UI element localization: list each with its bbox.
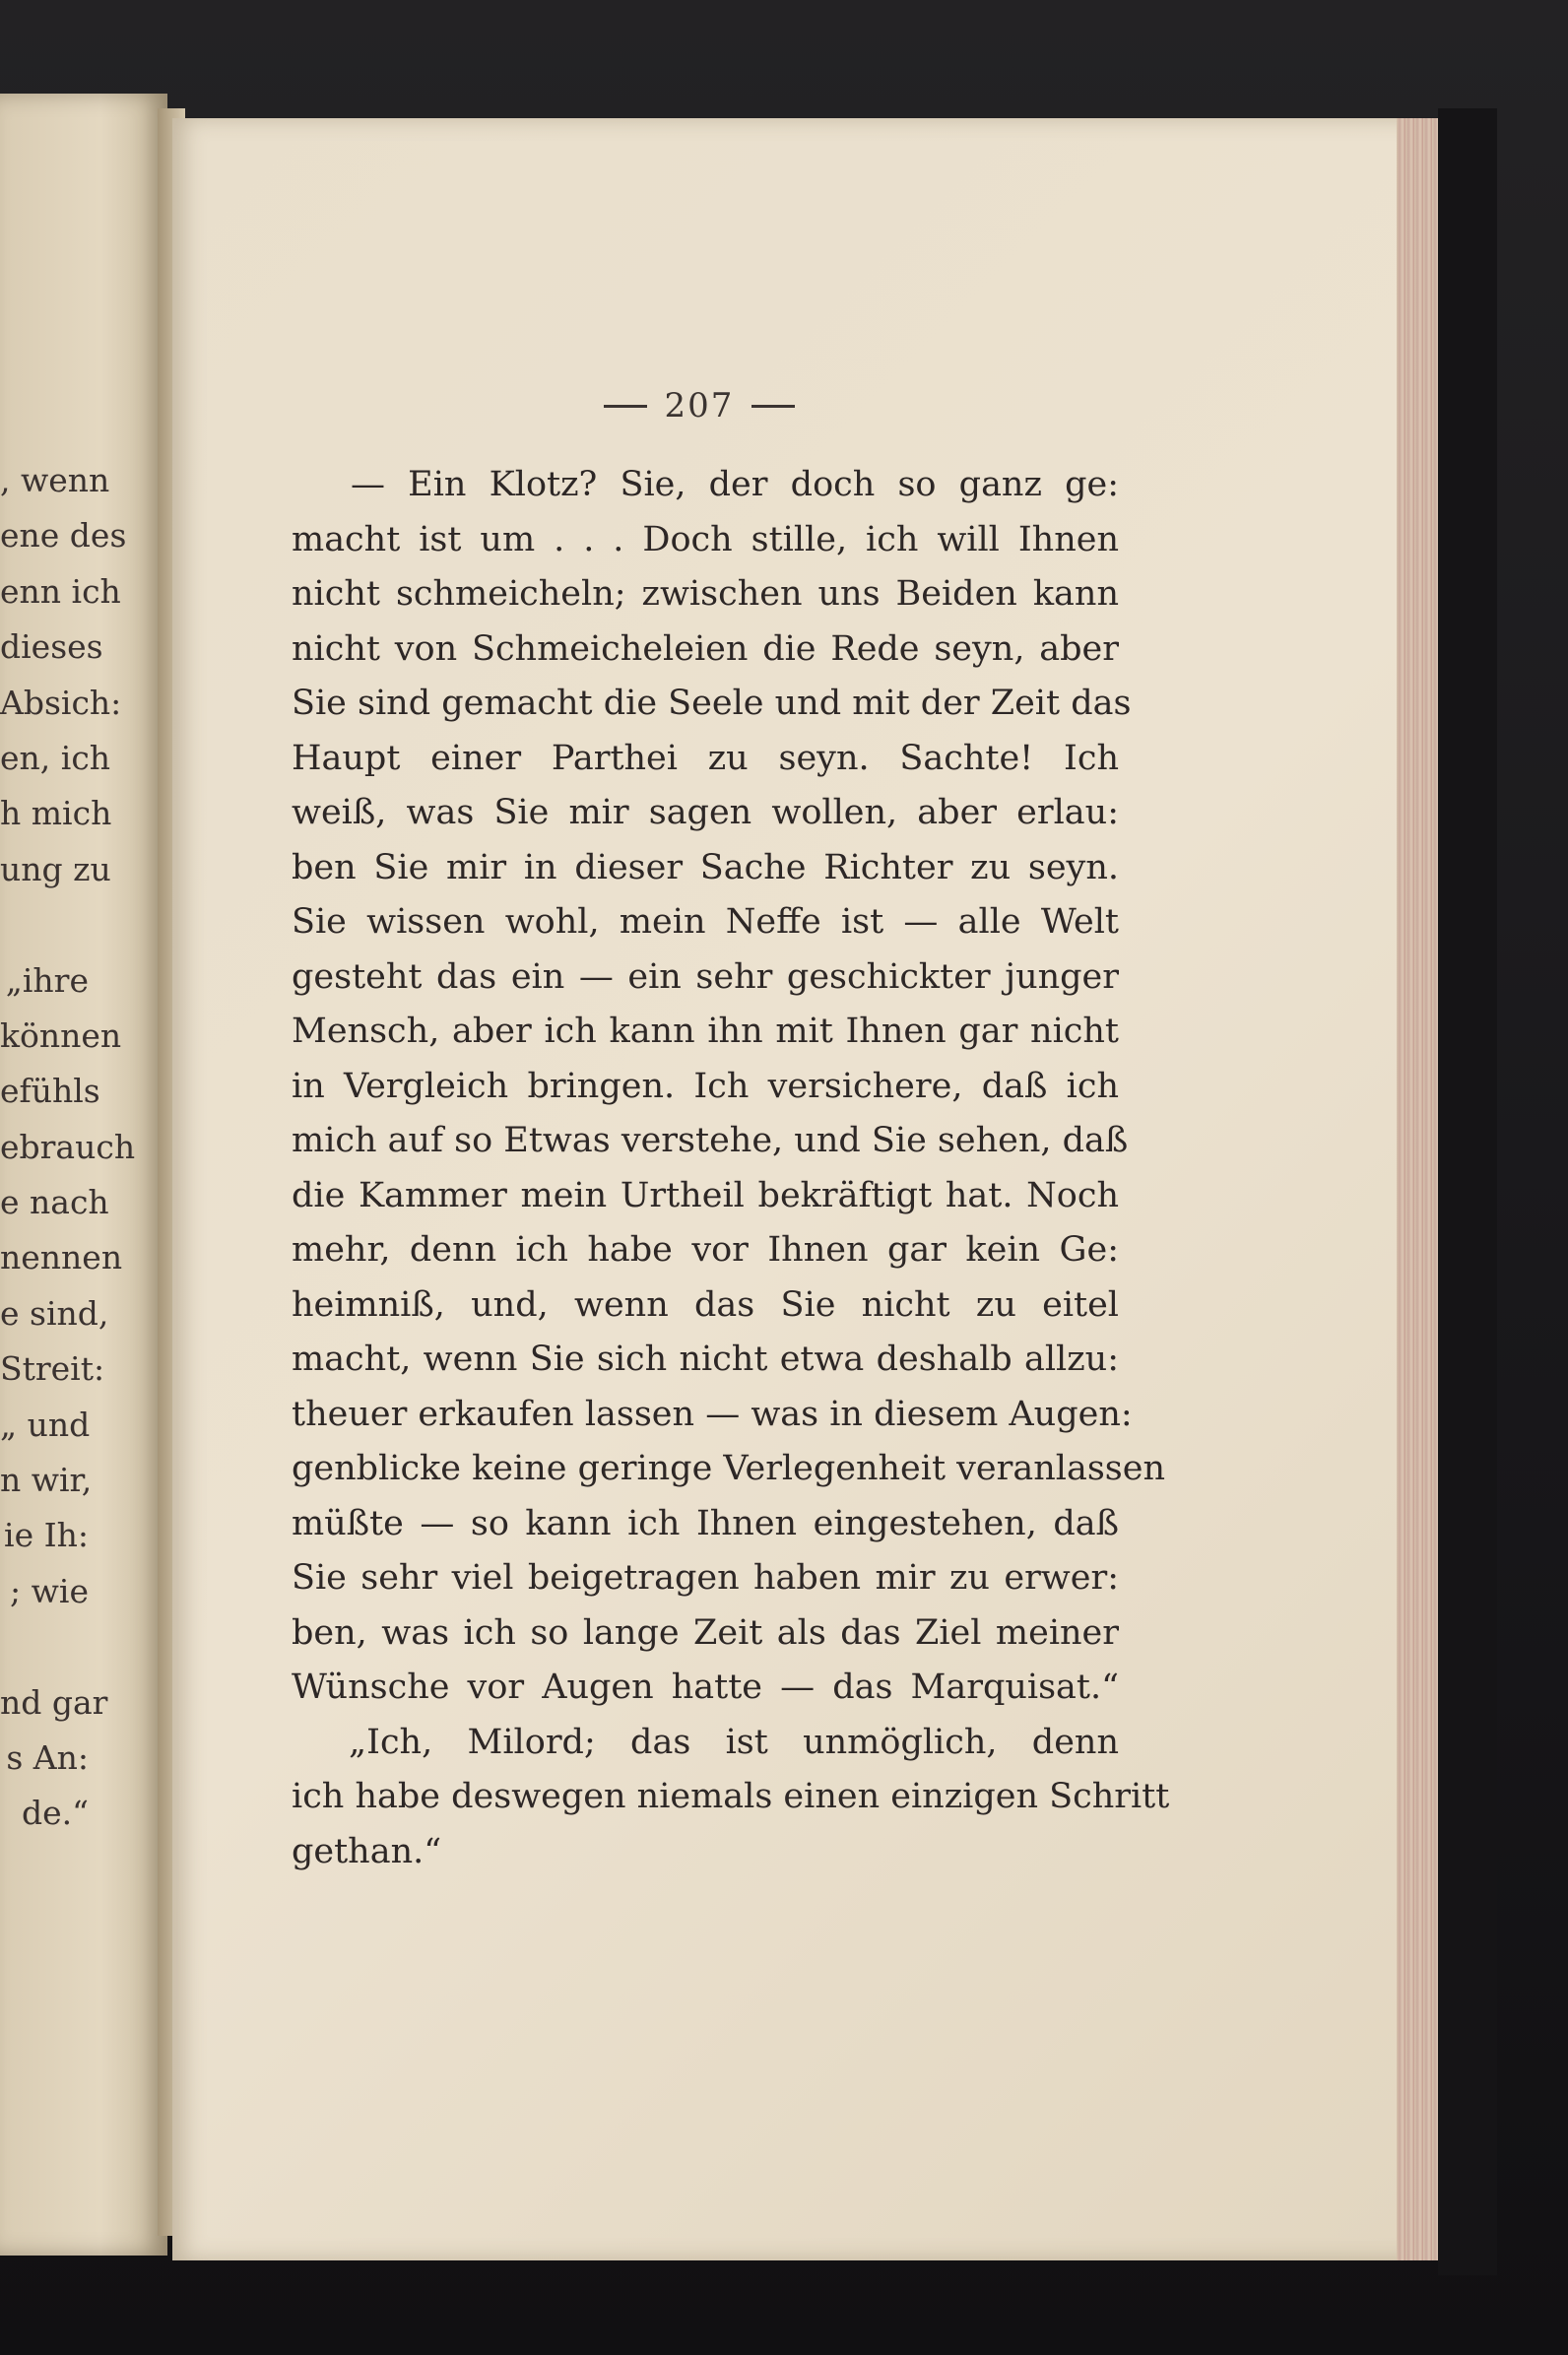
text-line: in Vergleich bringen. Ich versichere, daß ich — [292, 1066, 1119, 1106]
text-line: ich habe deswegen niemals einen einzigen Schritt — [292, 1777, 1170, 1816]
left-fragment: n wir, — [0, 1461, 93, 1500]
text-line: theuer erkaufen lassen — was in diesem Augen: — [292, 1394, 1133, 1434]
text-line: weiß, was Sie mir sagen wollen, aber erlau: — [292, 793, 1119, 832]
left-fragment: efühls — [0, 1072, 100, 1111]
left-page-text — [0, 453, 136, 1842]
text-line: macht ist um . . . Doch stille, ich will Ihnen — [292, 519, 1119, 559]
text-line: gethan.“ — [292, 1831, 442, 1871]
text-line: Sie sehr viel beigetragen haben mir zu erwer: — [292, 1558, 1119, 1598]
text-line: müßte — so kann ich Ihnen eingestehen, daß — [292, 1503, 1119, 1543]
left-fragment: Streit: — [0, 1349, 105, 1389]
text-line: — Ein Klotz? Sie, der doch so ganz ge: — [351, 465, 1119, 504]
left-fragment: ung zu — [0, 849, 111, 888]
left-fragment — [0, 1619, 89, 1674]
text-line: gesteht das ein — ein sehr geschickter junger — [292, 956, 1119, 997]
left-fragment: s An: — [6, 1737, 89, 1777]
text-line: ben Sie mir in dieser Sache Richter zu seyn. — [292, 847, 1119, 887]
text-line: Wünsche vor Augen hatte — das Marquisat.“ — [292, 1668, 1119, 1707]
left-fragment: ebrauch — [0, 1127, 136, 1166]
left-fragment: de.“ — [21, 1794, 89, 1833]
left-fragment: ; wie — [10, 1571, 89, 1610]
left-fragment: ie Ih: — [4, 1516, 89, 1555]
left-fragment: h mich — [0, 794, 112, 833]
text-line: mich auf so Etwas verstehe, und Sie sehen, daß — [292, 1121, 1129, 1160]
page-number: 207 — [664, 386, 735, 425]
left-facing-page — [0, 94, 167, 2256]
left-fragment: en, ich — [0, 738, 111, 777]
header-dash-right — [751, 405, 795, 408]
left-fragment: „ und — [0, 1405, 91, 1444]
left-fragment: können — [0, 1015, 122, 1055]
text-line: die Kammer mein Urtheil bekräftigt hat. Noch — [292, 1175, 1119, 1215]
left-fragment: , wenn — [0, 461, 110, 499]
text-line: mehr, denn ich habe vor Ihnen gar kein Ge: — [292, 1230, 1119, 1270]
text-line: nicht von Schmeicheleien die Rede seyn, aber — [292, 628, 1119, 669]
text-line: heimniß, und, wenn das Sie nicht zu eitel — [292, 1284, 1119, 1325]
page-header — [581, 381, 817, 430]
left-fragment: ene des — [0, 516, 127, 556]
text-line: Haupt einer Parthei zu seyn. Sachte! Ich — [292, 738, 1119, 778]
left-fragment: e sind, — [0, 1293, 109, 1333]
left-fragment: nd gar — [0, 1682, 108, 1722]
left-fragment: nennen — [0, 1238, 123, 1277]
book-cover-edge — [1438, 108, 1497, 2275]
text-line: Sie sind gemacht die Seele und mit der Zeit das — [292, 684, 1132, 723]
text-line: „Ich, Milord; das ist unmöglich, denn — [349, 1722, 1119, 1762]
text-line: nicht schmeicheln; zwischen uns Beiden kann — [292, 574, 1119, 614]
header-dash-left — [604, 405, 647, 408]
left-fragment: e nach — [0, 1183, 109, 1222]
text-line: Mensch, aber ich kann ihn mit Ihnen gar nicht — [292, 1012, 1119, 1051]
left-fragment: enn ich — [0, 571, 121, 611]
page-edges — [1397, 118, 1442, 2260]
text-line: genblicke keine geringe Verlegenheit veranlassen — [292, 1449, 1165, 1488]
left-fragment — [0, 897, 89, 952]
text-line: Sie wissen wohl, mein Neffe ist — alle Welt — [292, 902, 1119, 942]
left-fragment: dieses — [0, 627, 103, 667]
page-body-text — [292, 458, 1170, 1879]
text-line: ben, was ich so lange Zeit als das Ziel meiner — [292, 1612, 1119, 1653]
left-fragment: Absich: — [0, 683, 122, 722]
left-fragment: „ihre — [5, 960, 89, 1000]
text-line: macht, wenn Sie sich nicht etwa deshalb allzu: — [292, 1340, 1119, 1379]
